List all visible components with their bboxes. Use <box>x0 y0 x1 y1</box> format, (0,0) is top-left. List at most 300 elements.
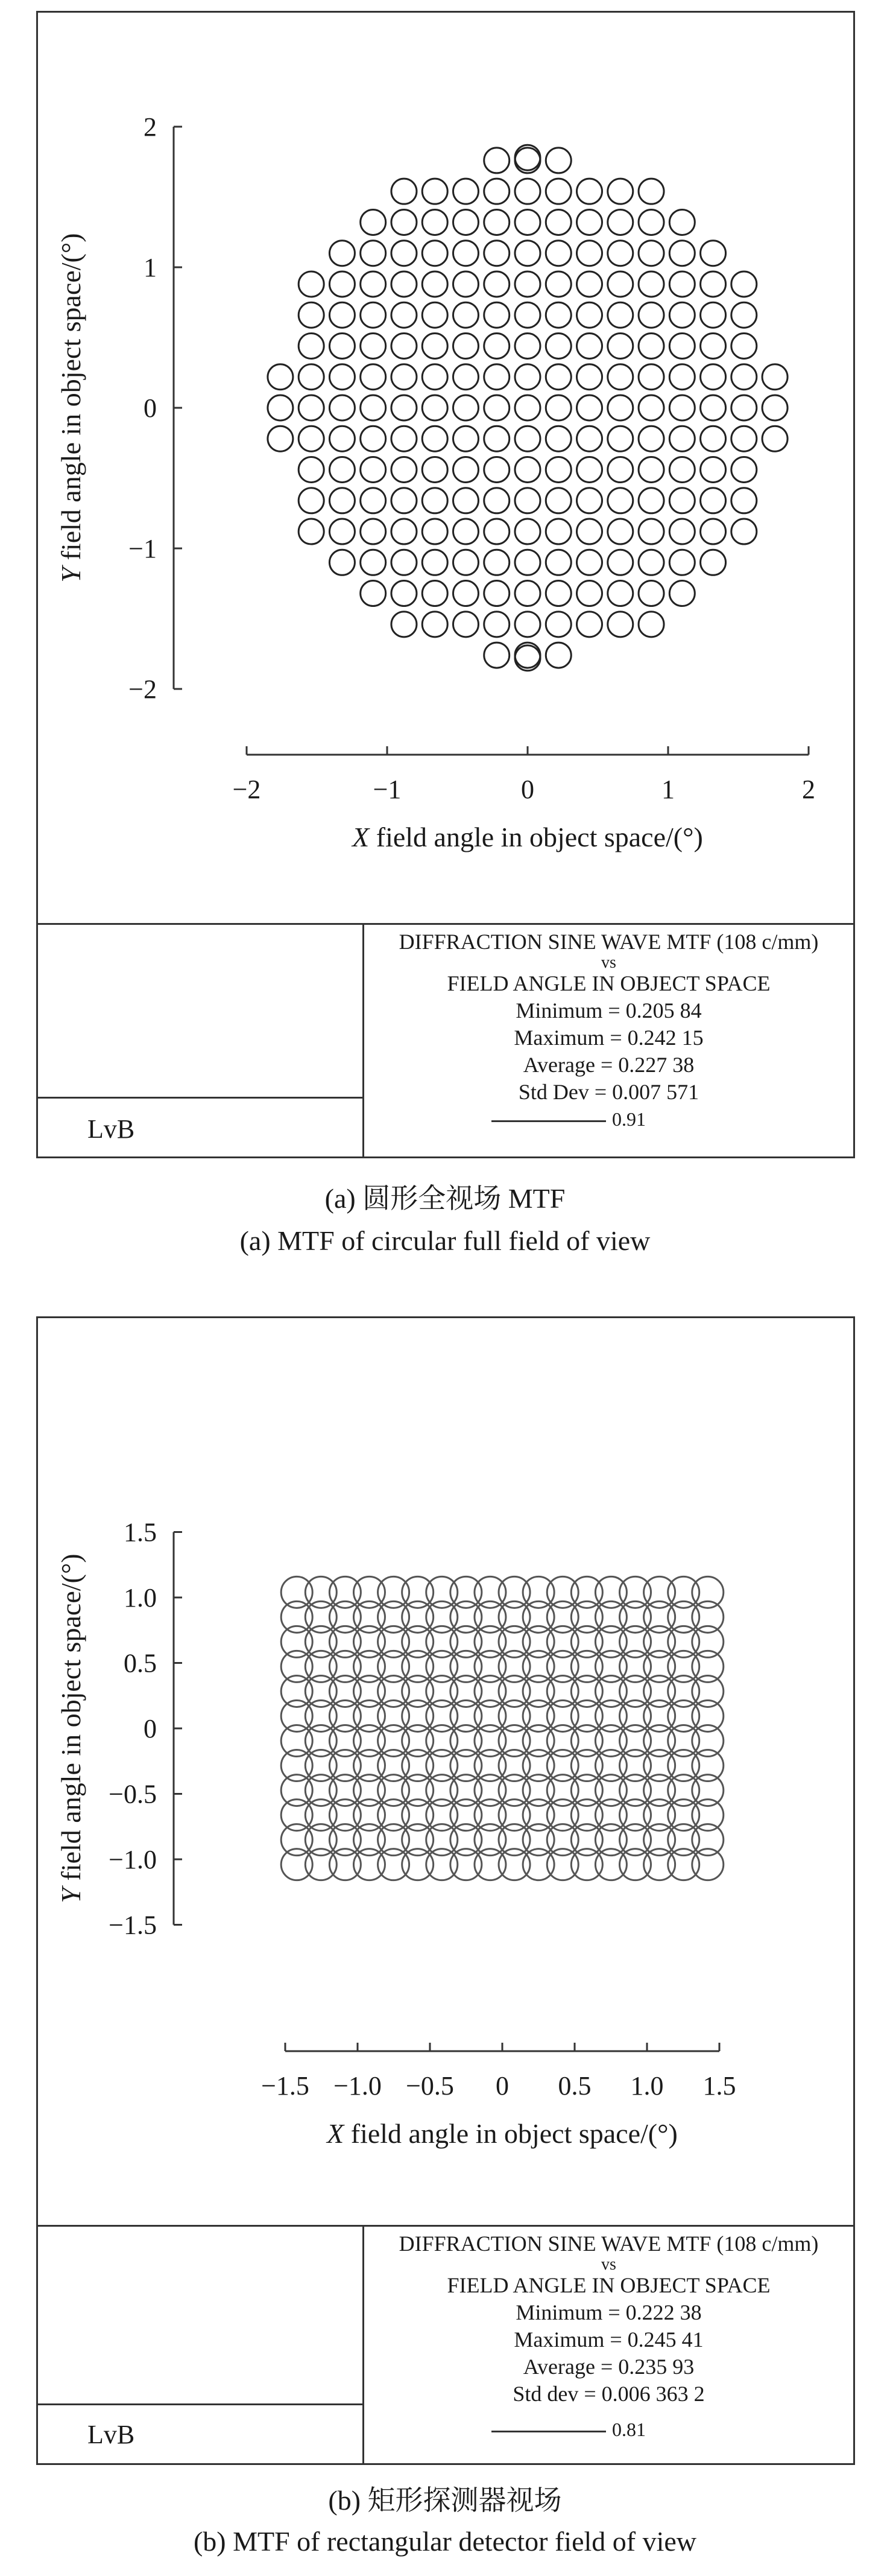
field-point <box>353 1800 385 1831</box>
field-point <box>731 271 757 297</box>
field-point <box>281 1725 312 1757</box>
field-point <box>577 488 602 513</box>
field-point <box>391 581 417 606</box>
chart-b-scale-value: 0.81 <box>612 2419 646 2440</box>
field-point <box>546 271 571 297</box>
field-point <box>453 581 478 606</box>
field-point <box>450 1576 482 1608</box>
chart-a-logo-divider <box>38 1097 362 1156</box>
field-point <box>577 457 602 483</box>
field-point <box>391 302 417 328</box>
field-point <box>620 1675 651 1707</box>
field-point <box>453 179 478 204</box>
field-point <box>391 550 417 575</box>
field-point <box>422 550 447 575</box>
field-point <box>499 1849 530 1880</box>
field-point <box>669 426 695 451</box>
field-point <box>402 1675 434 1707</box>
field-point <box>361 550 386 575</box>
field-point <box>484 581 510 606</box>
field-point <box>268 364 293 390</box>
field-point <box>305 1849 336 1880</box>
field-point <box>620 1725 651 1757</box>
field-point <box>298 395 324 420</box>
x-tick-label: 1.5 <box>702 2071 736 2101</box>
field-point <box>639 302 664 328</box>
field-point <box>475 1750 506 1781</box>
chart-b-info-vs: vs <box>601 2255 616 2274</box>
field-point <box>361 395 386 420</box>
field-point <box>484 612 510 637</box>
field-point <box>644 1750 675 1781</box>
field-point <box>378 1725 409 1757</box>
field-point <box>453 457 478 483</box>
chart-a-logo-box <box>38 925 364 1156</box>
field-point <box>484 550 510 575</box>
chart-a-info-subtitle: FIELD ANGLE IN OBJECT SPACE <box>447 971 771 995</box>
field-point <box>668 1626 699 1657</box>
field-point <box>402 1626 434 1657</box>
field-point <box>577 179 602 204</box>
field-point <box>281 1651 312 1682</box>
field-point <box>668 1601 699 1632</box>
field-point <box>639 426 664 451</box>
field-point <box>453 209 478 235</box>
field-point <box>701 550 726 575</box>
field-point <box>484 148 510 173</box>
field-point <box>453 241 478 266</box>
field-point <box>475 1700 506 1731</box>
field-point <box>620 1626 651 1657</box>
field-point <box>484 642 510 668</box>
field-point <box>329 1651 361 1682</box>
field-point <box>475 1601 506 1632</box>
field-point <box>595 1849 626 1880</box>
field-point <box>361 426 386 451</box>
field-point <box>546 395 571 420</box>
field-point <box>644 1775 675 1806</box>
y-tick-label: −1.0 <box>109 1845 157 1874</box>
field-point <box>692 1700 724 1731</box>
field-point <box>515 209 540 235</box>
field-point <box>426 1775 458 1806</box>
field-point <box>499 1725 530 1757</box>
field-point <box>762 426 787 451</box>
field-point <box>402 1651 434 1682</box>
field-point <box>329 550 355 575</box>
field-point <box>353 1576 385 1608</box>
x-tick-label: 0 <box>521 775 534 804</box>
field-point <box>546 241 571 266</box>
field-point <box>595 1800 626 1831</box>
field-point <box>475 1824 506 1856</box>
field-point <box>378 1601 409 1632</box>
field-point <box>669 457 695 483</box>
field-point <box>453 364 478 390</box>
field-point <box>329 271 355 297</box>
field-point <box>668 1775 699 1806</box>
field-point <box>298 426 324 451</box>
field-point <box>391 241 417 266</box>
field-point <box>639 364 664 390</box>
field-point <box>608 241 633 266</box>
x-tick-label: 1.0 <box>630 2071 664 2101</box>
field-point <box>353 1750 385 1781</box>
field-point <box>353 1700 385 1731</box>
field-point <box>731 395 757 420</box>
field-point <box>426 1700 458 1731</box>
field-point <box>499 1775 530 1806</box>
field-point <box>644 1849 675 1880</box>
field-point <box>422 333 447 358</box>
field-point <box>547 1800 578 1831</box>
field-point <box>571 1725 602 1757</box>
field-point <box>391 179 417 204</box>
field-point <box>361 271 386 297</box>
field-point <box>523 1576 554 1608</box>
field-point <box>608 395 633 420</box>
field-point <box>692 1576 724 1608</box>
field-point <box>361 488 386 513</box>
field-point <box>608 333 633 358</box>
x-tick-label: −1.5 <box>261 2071 309 2101</box>
field-point <box>577 333 602 358</box>
field-point <box>484 457 510 483</box>
field-point <box>484 395 510 420</box>
field-point <box>305 1725 336 1757</box>
field-point <box>450 1626 482 1657</box>
field-point <box>701 333 726 358</box>
field-point <box>353 1651 385 1682</box>
field-point <box>701 271 726 297</box>
field-point <box>515 488 540 513</box>
field-point <box>595 1576 626 1608</box>
field-point <box>577 519 602 544</box>
field-point <box>547 1750 578 1781</box>
field-point <box>450 1675 482 1707</box>
field-point <box>515 426 540 451</box>
field-point <box>329 1824 361 1856</box>
field-point <box>353 1601 385 1632</box>
field-point <box>639 209 664 235</box>
field-point <box>547 1651 578 1682</box>
field-point <box>577 550 602 575</box>
field-point <box>639 179 664 204</box>
field-point <box>329 519 355 544</box>
field-point <box>547 1626 578 1657</box>
field-point <box>731 426 757 451</box>
field-point <box>484 426 510 451</box>
field-point <box>571 1849 602 1880</box>
chart-b-scale-bar <box>491 2431 606 2432</box>
field-point <box>571 1576 602 1608</box>
field-point <box>668 1675 699 1707</box>
field-point <box>608 457 633 483</box>
field-point <box>475 1651 506 1682</box>
field-point <box>595 1675 626 1707</box>
field-point <box>577 241 602 266</box>
field-point <box>669 333 695 358</box>
field-point <box>281 1800 312 1831</box>
field-point <box>426 1626 458 1657</box>
field-point <box>546 179 571 204</box>
field-point <box>378 1775 409 1806</box>
field-point <box>268 426 293 451</box>
field-point <box>595 1725 626 1757</box>
field-point <box>692 1824 724 1856</box>
field-point <box>731 333 757 358</box>
field-point <box>378 1576 409 1608</box>
chart-a-info-min: Minimum = 0.205 84 <box>516 998 702 1023</box>
field-point <box>329 395 355 420</box>
field-point <box>571 1800 602 1831</box>
field-point <box>426 1800 458 1831</box>
field-point <box>546 642 571 668</box>
field-point <box>701 457 726 483</box>
field-point <box>268 395 293 420</box>
field-point <box>450 1700 482 1731</box>
y-tick-label: 0 <box>144 1714 157 1743</box>
chart-a-info-max: Maximum = 0.242 15 <box>514 1026 704 1050</box>
field-point <box>515 395 540 420</box>
field-point <box>475 1675 506 1707</box>
field-point <box>577 302 602 328</box>
field-point <box>547 1824 578 1856</box>
field-point <box>378 1700 409 1731</box>
field-point <box>353 1824 385 1856</box>
field-point <box>577 612 602 637</box>
field-point <box>546 333 571 358</box>
field-point <box>450 1775 482 1806</box>
field-point <box>378 1800 409 1831</box>
field-point <box>281 1576 312 1608</box>
field-point <box>692 1775 724 1806</box>
field-point <box>546 364 571 390</box>
field-point <box>546 581 571 606</box>
field-point <box>361 457 386 483</box>
field-point <box>515 333 540 358</box>
field-point <box>546 612 571 637</box>
field-point <box>692 1750 724 1781</box>
field-point <box>402 1800 434 1831</box>
field-point <box>391 395 417 420</box>
field-point <box>281 1824 312 1856</box>
field-point <box>669 302 695 328</box>
chart-panel-a <box>36 11 855 1158</box>
field-point <box>499 1651 530 1682</box>
field-point <box>515 581 540 606</box>
field-point <box>701 426 726 451</box>
field-point <box>571 1626 602 1657</box>
field-point <box>391 333 417 358</box>
chart-a-info-avg: Average = 0.227 38 <box>523 1053 695 1077</box>
field-point <box>608 364 633 390</box>
field-point <box>391 209 417 235</box>
field-point <box>620 1800 651 1831</box>
x-tick-label: −0.5 <box>406 2071 454 2101</box>
field-point <box>453 426 478 451</box>
field-point <box>422 241 447 266</box>
y-tick-label: −2 <box>128 674 157 704</box>
field-point <box>608 179 633 204</box>
field-point <box>475 1626 506 1657</box>
field-point <box>281 1626 312 1657</box>
field-point <box>353 1775 385 1806</box>
field-point <box>731 488 757 513</box>
field-point <box>639 612 664 637</box>
field-point <box>595 1775 626 1806</box>
field-point <box>523 1626 554 1657</box>
field-point <box>378 1651 409 1682</box>
field-point <box>453 488 478 513</box>
field-point <box>450 1849 482 1880</box>
field-point <box>668 1824 699 1856</box>
chart-a-scale-bar <box>491 1120 606 1122</box>
field-point <box>453 302 478 328</box>
field-point <box>298 333 324 358</box>
field-point <box>475 1800 506 1831</box>
field-point <box>692 1849 724 1880</box>
field-point <box>668 1849 699 1880</box>
field-point <box>329 302 355 328</box>
field-point <box>639 457 664 483</box>
field-point <box>515 612 540 637</box>
field-point <box>391 426 417 451</box>
field-point <box>547 1775 578 1806</box>
field-point <box>402 1824 434 1856</box>
field-point <box>361 581 386 606</box>
field-point <box>475 1725 506 1757</box>
field-point <box>577 271 602 297</box>
chart-a-info <box>364 928 853 1106</box>
field-point <box>669 581 695 606</box>
field-point <box>523 1775 554 1806</box>
field-point <box>577 209 602 235</box>
field-point <box>515 364 540 390</box>
field-point <box>402 1775 434 1806</box>
chart-a-caption-cn: (a) 圆形全视场 MTF <box>324 1183 566 1214</box>
field-point <box>639 241 664 266</box>
x-axis-title: X field angle in object space/(°) <box>327 2118 678 2149</box>
field-point <box>668 1651 699 1682</box>
chart-b-logo: LvB <box>87 2420 135 2449</box>
field-point <box>402 1601 434 1632</box>
field-point <box>426 1675 458 1707</box>
field-point <box>329 1626 361 1657</box>
field-point <box>391 519 417 544</box>
field-point <box>639 550 664 575</box>
y-tick-label: −0.5 <box>109 1779 157 1809</box>
chart-a-caption-en: (a) MTF of circular full field of view <box>239 1225 651 1256</box>
field-point <box>523 1824 554 1856</box>
y-tick-label: 2 <box>144 112 157 142</box>
field-point <box>669 271 695 297</box>
field-point <box>523 1725 554 1757</box>
field-point <box>523 1700 554 1731</box>
field-point <box>499 1675 530 1707</box>
field-point <box>281 1849 312 1880</box>
field-point <box>422 395 447 420</box>
field-point <box>731 519 757 544</box>
field-point <box>692 1601 724 1632</box>
field-point <box>523 1750 554 1781</box>
field-point <box>515 519 540 544</box>
y-tick-label: 0 <box>144 393 157 423</box>
field-point <box>692 1800 724 1831</box>
field-point <box>731 457 757 483</box>
chart-b-info-min: Minimum = 0.222 38 <box>516 2300 702 2324</box>
field-point <box>426 1725 458 1757</box>
field-point <box>484 333 510 358</box>
field-point <box>453 519 478 544</box>
field-point <box>701 519 726 544</box>
field-point <box>378 1750 409 1781</box>
field-point <box>608 488 633 513</box>
field-point <box>378 1675 409 1707</box>
field-point <box>577 581 602 606</box>
field-point <box>329 1601 361 1632</box>
field-point <box>595 1651 626 1682</box>
field-point <box>391 271 417 297</box>
field-point <box>484 209 510 235</box>
field-point <box>281 1700 312 1731</box>
field-point <box>608 271 633 297</box>
field-point <box>546 148 571 173</box>
field-point <box>453 395 478 420</box>
y-tick-label: 0.5 <box>124 1648 157 1678</box>
chart-b-footer <box>38 2225 853 2463</box>
field-points <box>281 1576 724 1880</box>
field-point <box>329 1576 361 1608</box>
field-point <box>298 457 324 483</box>
field-point <box>329 1849 361 1880</box>
field-point <box>422 209 447 235</box>
field-point <box>515 148 540 173</box>
chart-b-plot <box>38 1318 853 2230</box>
field-point <box>402 1849 434 1880</box>
field-point <box>422 488 447 513</box>
field-point <box>547 1849 578 1880</box>
field-point <box>571 1824 602 1856</box>
field-point <box>484 302 510 328</box>
field-point <box>620 1651 651 1682</box>
y-tick-label: −1 <box>128 534 157 563</box>
field-point <box>639 488 664 513</box>
field-point <box>475 1775 506 1806</box>
field-point <box>422 581 447 606</box>
x-tick-label: 0 <box>496 2071 509 2101</box>
field-point <box>546 519 571 544</box>
field-point <box>450 1824 482 1856</box>
field-point <box>620 1576 651 1608</box>
x-tick-label: −1 <box>373 775 402 804</box>
field-point <box>422 519 447 544</box>
field-point <box>305 1601 336 1632</box>
field-point <box>523 1601 554 1632</box>
field-point <box>731 364 757 390</box>
field-point <box>644 1601 675 1632</box>
field-point <box>361 241 386 266</box>
field-point <box>620 1824 651 1856</box>
field-point <box>546 457 571 483</box>
field-point <box>281 1601 312 1632</box>
field-point <box>450 1725 482 1757</box>
field-point <box>692 1675 724 1707</box>
field-point <box>620 1775 651 1806</box>
field-point <box>329 1775 361 1806</box>
field-point <box>547 1576 578 1608</box>
field-point <box>668 1576 699 1608</box>
